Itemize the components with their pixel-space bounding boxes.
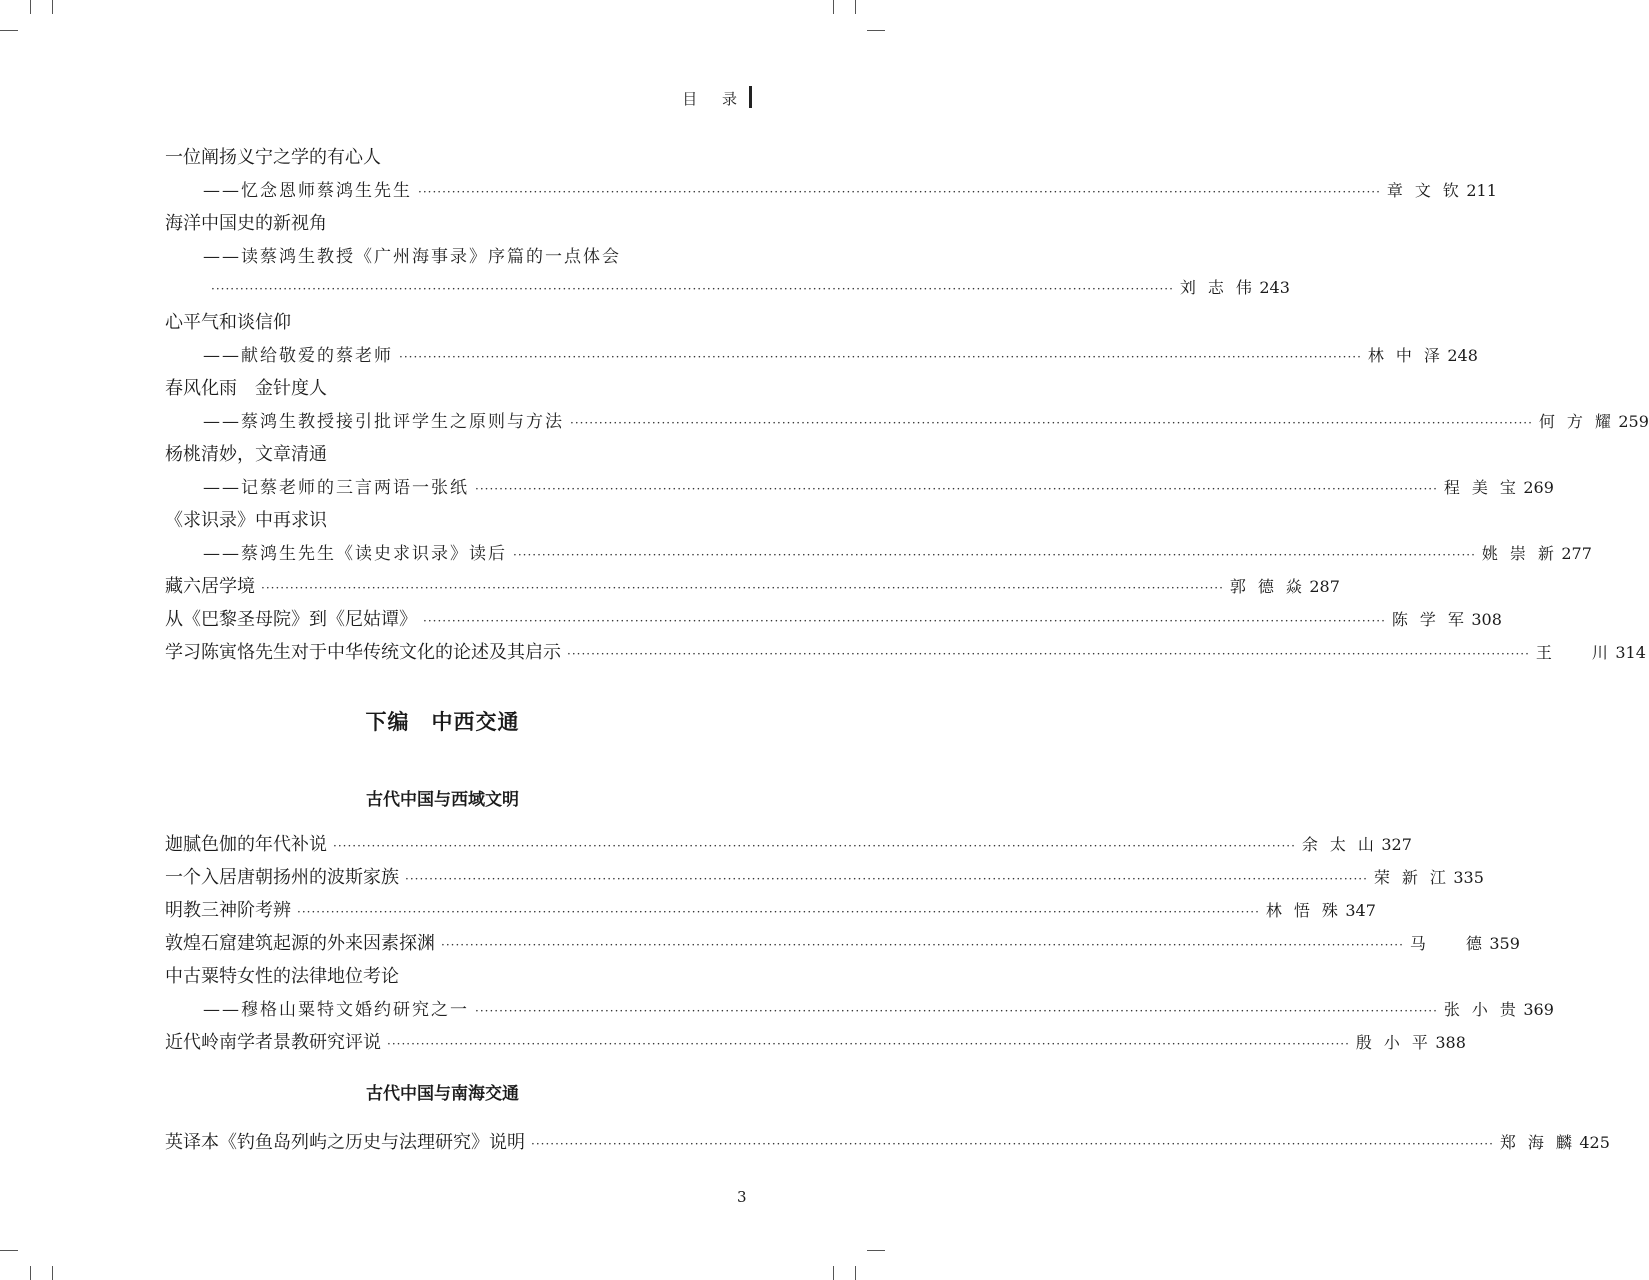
entry-page-number: 248 bbox=[1447, 346, 1478, 365]
entry-title: 春风化雨 金针度人 bbox=[165, 378, 327, 399]
entry-page-number: 243 bbox=[1259, 278, 1290, 297]
entry-title: 敦煌石窟建筑起源的外来因素探渊 bbox=[165, 933, 435, 954]
toc-entry bbox=[165, 830, 1412, 858]
entry-title: 海洋中国史的新视角 bbox=[165, 213, 327, 234]
entry-title: 英译本《钓鱼岛列屿之历史与法理研究》说明 bbox=[165, 1132, 525, 1153]
entry-page-number: 359 bbox=[1489, 934, 1520, 953]
toc-entry bbox=[165, 539, 1592, 567]
crop-mark bbox=[867, 30, 885, 31]
crop-mark bbox=[855, 0, 856, 14]
entry-subtitle: ——忆念恩师蔡鸿生先生 bbox=[203, 181, 412, 201]
entry-author: 殷小平 bbox=[1355, 1033, 1430, 1052]
entry-page-number: 277 bbox=[1561, 544, 1592, 563]
crop-mark bbox=[833, 0, 834, 14]
dot-leader: ········································································································································································································ bbox=[423, 614, 1386, 628]
entry-title: 一位阐扬义宁之学的有心人 bbox=[165, 147, 381, 168]
dot-leader: ········································································································································································································ bbox=[211, 282, 1174, 296]
toc-entry bbox=[165, 275, 1290, 303]
entry-title: 一个入居唐朝扬州的波斯家族 bbox=[165, 867, 399, 888]
entry-subtitle: ——记蔡老师的三言两语一张纸 bbox=[203, 478, 469, 498]
entry-title: 《求识录》中再求识 bbox=[165, 510, 327, 531]
toc-entry bbox=[165, 929, 1520, 957]
entry-title: 心平气和谈信仰 bbox=[165, 312, 291, 333]
toc-entry bbox=[165, 605, 1502, 633]
entry-title: 杨桃清妙，文章清通 bbox=[165, 444, 327, 465]
toc-entry bbox=[165, 995, 1554, 1023]
entry-author: 马 德 bbox=[1409, 934, 1484, 953]
part-title: 下编 中西交通 bbox=[365, 709, 520, 734]
dot-leader: ········································································································································································································ bbox=[405, 872, 1368, 886]
entry-author: 程美宝 bbox=[1443, 478, 1518, 497]
entry-author: 张小贵 bbox=[1443, 1000, 1518, 1019]
entry-author: 郭德焱 bbox=[1229, 577, 1304, 596]
entry-page-number: 308 bbox=[1471, 610, 1502, 629]
toc-entry bbox=[165, 242, 747, 270]
running-head: 目 录 bbox=[682, 90, 747, 108]
dot-leader: ········································································································································································································ bbox=[441, 938, 1404, 952]
entry-author: 章文钦 bbox=[1386, 181, 1461, 200]
toc-entry bbox=[165, 176, 1497, 204]
dot-leader: ········································································································································································································ bbox=[475, 482, 1438, 496]
toc-entry bbox=[165, 962, 747, 990]
entry-author: 林悟殊 bbox=[1265, 901, 1340, 920]
entry-page-number: 388 bbox=[1435, 1033, 1466, 1052]
entry-page-number: 211 bbox=[1466, 181, 1497, 200]
toc-entry bbox=[165, 308, 747, 336]
dot-leader: ········································································································································································································ bbox=[387, 1037, 1350, 1051]
entry-author: 荣新江 bbox=[1373, 868, 1448, 887]
crop-mark bbox=[833, 1266, 834, 1280]
crop-mark bbox=[855, 1266, 856, 1280]
crop-mark bbox=[0, 30, 18, 31]
running-head-bar bbox=[749, 86, 752, 108]
dot-leader: ········································································································································································································ bbox=[399, 350, 1362, 364]
page-number: 3 bbox=[737, 1188, 747, 1206]
toc-entry bbox=[165, 341, 1478, 369]
crop-mark bbox=[52, 0, 53, 14]
entry-page-number: 347 bbox=[1345, 901, 1376, 920]
entry-page-number: 425 bbox=[1579, 1133, 1610, 1152]
entry-subtitle: ——蔡鸿生教授接引批评学生之原则与方法 bbox=[203, 412, 564, 432]
entry-title: 明教三神阶考辨 bbox=[165, 900, 291, 921]
entry-subtitle: ——蔡鸿生先生《读史求识录》读后 bbox=[203, 544, 507, 564]
entry-title: 从《巴黎圣母院》到《尼姑谭》 bbox=[165, 609, 417, 630]
toc-entry bbox=[165, 1028, 1466, 1056]
dot-leader: ········································································································································································································ bbox=[333, 839, 1296, 853]
entry-page-number: 287 bbox=[1309, 577, 1340, 596]
entry-title: 近代岭南学者景教研究评说 bbox=[165, 1032, 381, 1053]
dot-leader: ········································································································································································································ bbox=[475, 1004, 1438, 1018]
dot-leader: ········································································································································································································ bbox=[261, 581, 1224, 595]
toc-entry bbox=[165, 572, 1340, 600]
toc-entry bbox=[165, 143, 747, 171]
toc-entry bbox=[165, 506, 747, 534]
toc-entry bbox=[165, 638, 1646, 666]
toc-entry bbox=[165, 440, 747, 468]
dot-leader: ········································································································································································································ bbox=[513, 548, 1476, 562]
entry-page-number: 327 bbox=[1381, 835, 1412, 854]
dot-leader: ········································································································································································································ bbox=[531, 1137, 1494, 1151]
entry-page-number: 259 bbox=[1618, 412, 1649, 431]
dot-leader: ········································································································································································································ bbox=[567, 647, 1530, 661]
toc-entry bbox=[165, 1128, 1610, 1156]
entry-subtitle: ——献给敬爱的蔡老师 bbox=[203, 346, 393, 366]
entry-title: 迦腻色伽的年代补说 bbox=[165, 834, 327, 855]
entry-author: 姚崇新 bbox=[1481, 544, 1556, 563]
entry-page-number: 369 bbox=[1523, 1000, 1554, 1019]
dot-leader: ········································································································································································································ bbox=[570, 416, 1533, 430]
entry-title: 中古粟特女性的法律地位考论 bbox=[165, 966, 399, 987]
dot-leader: ········································································································································································································ bbox=[297, 905, 1260, 919]
entry-author: 郑海麟 bbox=[1499, 1133, 1574, 1152]
entry-page-number: 269 bbox=[1523, 478, 1554, 497]
dot-leader: ········································································································································································································ bbox=[418, 185, 1381, 199]
toc-entry bbox=[165, 209, 747, 237]
entry-author: 何方耀 bbox=[1538, 412, 1613, 431]
entry-author: 陈学军 bbox=[1391, 610, 1466, 629]
subsection-title: 古代中国与西域文明 bbox=[366, 790, 519, 810]
entry-page-number: 335 bbox=[1453, 868, 1484, 887]
entry-page-number: 314 bbox=[1615, 643, 1646, 662]
toc-entry bbox=[165, 374, 747, 402]
toc-entry bbox=[165, 473, 1554, 501]
toc-entry bbox=[165, 896, 1376, 924]
entry-author: 王 川 bbox=[1535, 643, 1610, 662]
entry-title: 学习陈寅恪先生对于中华传统文化的论述及其启示 bbox=[165, 642, 561, 663]
crop-mark bbox=[52, 1266, 53, 1280]
crop-mark bbox=[30, 1266, 31, 1280]
toc-entry bbox=[165, 407, 1649, 435]
subsection-title: 古代中国与南海交通 bbox=[366, 1084, 519, 1104]
entry-author: 林中泽 bbox=[1367, 346, 1442, 365]
entry-title: 藏六居学境 bbox=[165, 576, 255, 597]
entry-subtitle: ——读蔡鸿生教授《广州海事录》序篇的一点体会 bbox=[203, 247, 621, 267]
entry-author: 余太山 bbox=[1301, 835, 1376, 854]
toc-entry bbox=[165, 863, 1484, 891]
entry-subtitle: ——穆格山粟特文婚约研究之一 bbox=[203, 1000, 469, 1020]
crop-mark bbox=[0, 1250, 18, 1251]
entry-author: 刘志伟 bbox=[1179, 278, 1254, 297]
crop-mark bbox=[30, 0, 31, 14]
crop-mark bbox=[867, 1250, 885, 1251]
